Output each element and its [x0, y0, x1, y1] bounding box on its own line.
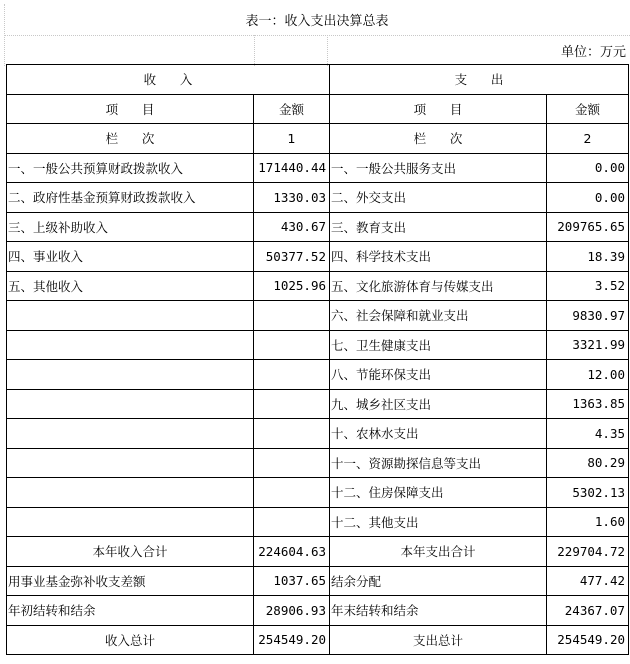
expense-amount: 3.52	[547, 271, 629, 301]
table-row	[7, 360, 629, 390]
expense-item-header: 项 目	[330, 94, 547, 124]
income-amount: 171440.44	[254, 153, 330, 183]
column-header-row	[7, 94, 629, 124]
expense-subtotal-label: 本年支出合计	[330, 537, 547, 567]
income-extra-amount: 1037.65	[254, 566, 330, 596]
income-section-header: 收 入	[7, 65, 330, 95]
expense-amount-header: 金额	[547, 94, 629, 124]
expense-amount: 12.00	[547, 360, 629, 390]
income-amount	[254, 360, 330, 390]
table-row	[7, 419, 629, 449]
table-row	[7, 271, 629, 301]
expense-column-number: 2	[547, 124, 629, 154]
income-item: 二、政府性基金预算财政拨款收入	[7, 183, 254, 213]
income-column-label: 栏 次	[7, 124, 254, 154]
blank-cell	[254, 35, 328, 66]
expense-item: 十、农林水支出	[330, 419, 547, 449]
table-row	[7, 507, 629, 537]
expense-amount: 4.35	[547, 419, 629, 449]
table-row	[7, 301, 629, 331]
income-amount	[254, 478, 330, 508]
expense-item: 十二、其他支出	[330, 507, 547, 537]
expense-item: 二、外交支出	[330, 183, 547, 213]
income-subtotal-label: 本年收入合计	[7, 537, 254, 567]
expense-amount: 1.60	[547, 507, 629, 537]
expense-item: 十二、住房保障支出	[330, 478, 547, 508]
table-row	[7, 389, 629, 419]
income-item	[7, 301, 254, 331]
income-amount-header: 金额	[254, 94, 330, 124]
expense-item: 十一、资源勘探信息等支出	[330, 448, 547, 478]
subtotal-row	[7, 537, 629, 567]
expense-amount: 0.00	[547, 183, 629, 213]
table-row	[7, 478, 629, 508]
expense-amount: 5302.13	[547, 478, 629, 508]
expense-amount: 18.39	[547, 242, 629, 272]
income-amount	[254, 419, 330, 449]
unit-row	[4, 35, 630, 66]
income-item	[7, 448, 254, 478]
extra-row	[7, 566, 629, 596]
table-row	[7, 242, 629, 272]
expense-amount: 80.29	[547, 448, 629, 478]
income-item: 一、一般公共预算财政拨款收入	[7, 153, 254, 183]
income-item: 四、事业收入	[7, 242, 254, 272]
table-row	[7, 183, 629, 213]
expense-total-label: 支出总计	[330, 625, 547, 655]
expense-item: 九、城乡社区支出	[330, 389, 547, 419]
income-item	[7, 419, 254, 449]
income-amount	[254, 448, 330, 478]
table-row	[7, 330, 629, 360]
expense-amount: 209765.65	[547, 212, 629, 242]
income-subtotal-amount: 224604.63	[254, 537, 330, 567]
income-item	[7, 389, 254, 419]
section-header-row	[7, 65, 629, 95]
income-amount: 1025.96	[254, 271, 330, 301]
income-item-header: 项 目	[7, 94, 254, 124]
expense-item: 三、教育支出	[330, 212, 547, 242]
income-amount	[254, 507, 330, 537]
unit-label: 单位：万元	[560, 45, 626, 60]
income-amount	[254, 330, 330, 360]
expense-item: 八、节能环保支出	[330, 360, 547, 390]
total-row	[7, 625, 629, 655]
income-amount: 430.67	[254, 212, 330, 242]
income-extra-amount: 28906.93	[254, 596, 330, 626]
income-expense-table	[6, 64, 629, 655]
income-item	[7, 330, 254, 360]
income-item	[7, 507, 254, 537]
expense-extra-amount: 477.42	[547, 566, 629, 596]
income-amount	[254, 389, 330, 419]
income-extra-item: 年初结转和结余	[7, 596, 254, 626]
expense-amount: 0.00	[547, 153, 629, 183]
expense-amount: 3321.99	[547, 330, 629, 360]
expense-subtotal-amount: 229704.72	[547, 537, 629, 567]
table-title: 表一：收入支出决算总表	[245, 14, 389, 29]
income-total-label: 收入总计	[7, 625, 254, 655]
expense-section-header: 支 出	[330, 65, 629, 95]
table-row	[7, 212, 629, 242]
expense-extra-amount: 24367.07	[547, 596, 629, 626]
income-column-number: 1	[254, 124, 330, 154]
column-number-row	[7, 124, 629, 154]
expense-extra-item: 年末结转和结余	[330, 596, 547, 626]
expense-extra-item: 结余分配	[330, 566, 547, 596]
expense-item: 五、文化旅游体育与传媒支出	[330, 271, 547, 301]
income-item	[7, 478, 254, 508]
table-row	[7, 448, 629, 478]
income-total-amount: 254549.20	[254, 625, 330, 655]
income-item: 三、上级补助收入	[7, 212, 254, 242]
expense-item: 四、科学技术支出	[330, 242, 547, 272]
income-amount: 50377.52	[254, 242, 330, 272]
expense-item: 七、卫生健康支出	[330, 330, 547, 360]
income-amount	[254, 301, 330, 331]
income-amount: 1330.03	[254, 183, 330, 213]
expense-item: 六、社会保障和就业支出	[330, 301, 547, 331]
income-extra-item: 用事业基金弥补收支差额	[7, 566, 254, 596]
expense-amount: 9830.97	[547, 301, 629, 331]
expense-column-label: 栏 次	[330, 124, 547, 154]
table-row	[7, 153, 629, 183]
sheet-header-area	[4, 4, 630, 62]
blank-cell	[4, 35, 255, 66]
income-item	[7, 360, 254, 390]
expense-item: 一、一般公共服务支出	[330, 153, 547, 183]
extra-row	[7, 596, 629, 626]
expense-total-amount: 254549.20	[547, 625, 629, 655]
expense-amount: 1363.85	[547, 389, 629, 419]
income-item: 五、其他收入	[7, 271, 254, 301]
